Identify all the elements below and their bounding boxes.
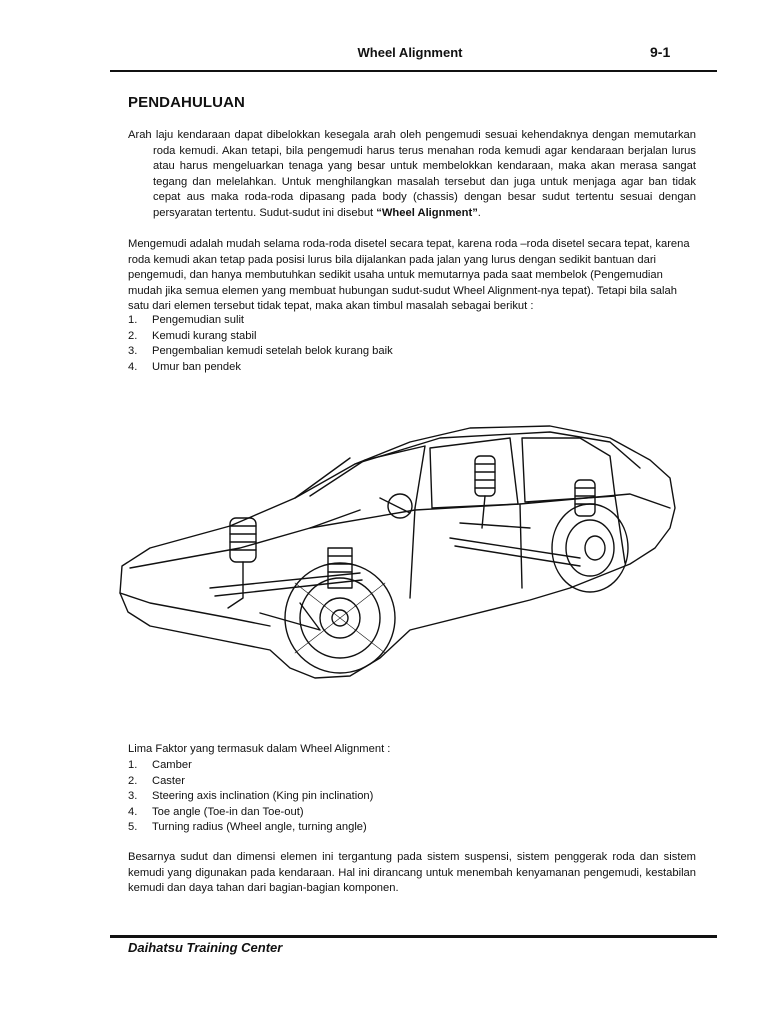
door-lines xyxy=(410,496,625,598)
list-item xyxy=(128,344,688,360)
list-text: Steering axis inclination (King pin inclination) xyxy=(152,790,374,803)
problem-list xyxy=(128,313,688,375)
list-item xyxy=(128,820,688,836)
rear-axle xyxy=(450,523,580,566)
list-number: 2. xyxy=(128,329,138,342)
list-text: Kemudi kurang stabil xyxy=(152,329,257,342)
wheel-alignment-emphasis: “Wheel Alignment” xyxy=(376,206,478,219)
steering-wheel xyxy=(388,494,412,518)
intro-paragraph-text: Arah laju kendaraan dapat dibelokkan kesegala arah oleh pengemudi sesuai kehendaknya dengan memutarkan roda kemudi. Akan tetapi, bila pengemudi harus terus menahan roda kemudi agar kendaraan berjalan lurus atau harus mengeluarkan tenaga yang besar untuk membelokkan kendaraan, maka akan merasa sangat tegang dan melelahkan. Untuk menghilangkan masalah tersebut dan juga untuk menjaga agar ban tidak cepat aus maka roda-roda dipasang pada body (chassis) dengan besar sudut tertentu sesuai dengan persyaratan tertentu. Sudut-sudut ini disebut xyxy=(128,129,696,219)
alignment-factor-list xyxy=(128,758,688,836)
list-number: 5. xyxy=(128,821,138,834)
list-number: 4. xyxy=(128,360,138,373)
windshield xyxy=(310,446,425,508)
list-number: 1. xyxy=(128,314,138,326)
list-number: 2. xyxy=(128,774,138,787)
list-item xyxy=(128,758,688,774)
section-title: PENDAHULUAN xyxy=(128,94,245,111)
list-item xyxy=(128,789,688,805)
header-rule xyxy=(110,70,717,72)
footer-text: Daihatsu Training Center xyxy=(128,940,283,955)
header-title: Wheel Alignment xyxy=(357,45,463,60)
footer-rule xyxy=(110,935,717,938)
rear-wheel xyxy=(552,504,628,592)
list-text: Caster xyxy=(152,774,185,787)
list-text: Turning radius (Wheel angle, turning angle) xyxy=(152,821,367,834)
intro-paragraph xyxy=(128,128,696,222)
side-window-front xyxy=(430,438,518,508)
list-text: Camber xyxy=(152,759,192,771)
closing-paragraph: Besarnya sudut dan dimensi elemen ini tergantung pada sistem suspensi, sistem penggerak roda dan sistem kemudi yang digunakan pada kendaraan. Hal ini dirancang untuk menembah kenyamanan pengemudi, kestabilan kemudi dan daya tahan dari bagian-bagian komponen. xyxy=(128,851,696,895)
car-body-outline xyxy=(120,426,675,678)
hood-line xyxy=(130,510,360,568)
side-window-rear xyxy=(522,438,615,502)
list-number: 1. xyxy=(128,759,138,771)
list-text: Umur ban pendek xyxy=(152,360,241,373)
steering-column xyxy=(380,498,410,513)
list-number: 3. xyxy=(128,790,138,803)
steering-paragraph: Mengemudi adalah mudah selama roda-roda disetel secara tepat, karena roda –roda disetel secara tepat, karena roda kemudi akan tetap pada posisi lurus bila dijalankan pada jalan yang lurus dengan sedikit bantuan dari pengemudi, dan hanya membutuhkan sedikit usaha untuk memutarnya pada saat membelok (Pengemudian mudah jika semua elemen yang membuat hubungan sudut-sudut Wheel Alignment-nya tepat). Tetapi bila salah satu dari elemen tersebut tidak tepat, maka akan timbul masalah sebagai berikut : xyxy=(128,238,690,313)
list-item xyxy=(128,360,688,376)
list-item xyxy=(128,805,688,821)
rear-strut-left xyxy=(475,456,495,528)
list-number: 4. xyxy=(128,805,138,818)
list-item xyxy=(128,313,688,329)
list-item xyxy=(128,329,688,345)
steering-rack xyxy=(210,573,362,596)
list-text: Pengemudian sulit xyxy=(152,314,245,326)
list-text: Pengembalian kemudi setelah belok kurang baik xyxy=(152,345,393,358)
factors-intro: Lima Faktor yang termasuk dalam Wheel Alignment : xyxy=(128,743,391,755)
intro-paragraph-end: . xyxy=(477,206,481,219)
page-number: 9-1 xyxy=(650,44,671,60)
list-number: 3. xyxy=(128,345,138,358)
list-text: Toe angle (Toe-in dan Toe-out) xyxy=(152,805,304,818)
car-suspension-illustration xyxy=(110,398,685,688)
list-item xyxy=(128,774,688,790)
